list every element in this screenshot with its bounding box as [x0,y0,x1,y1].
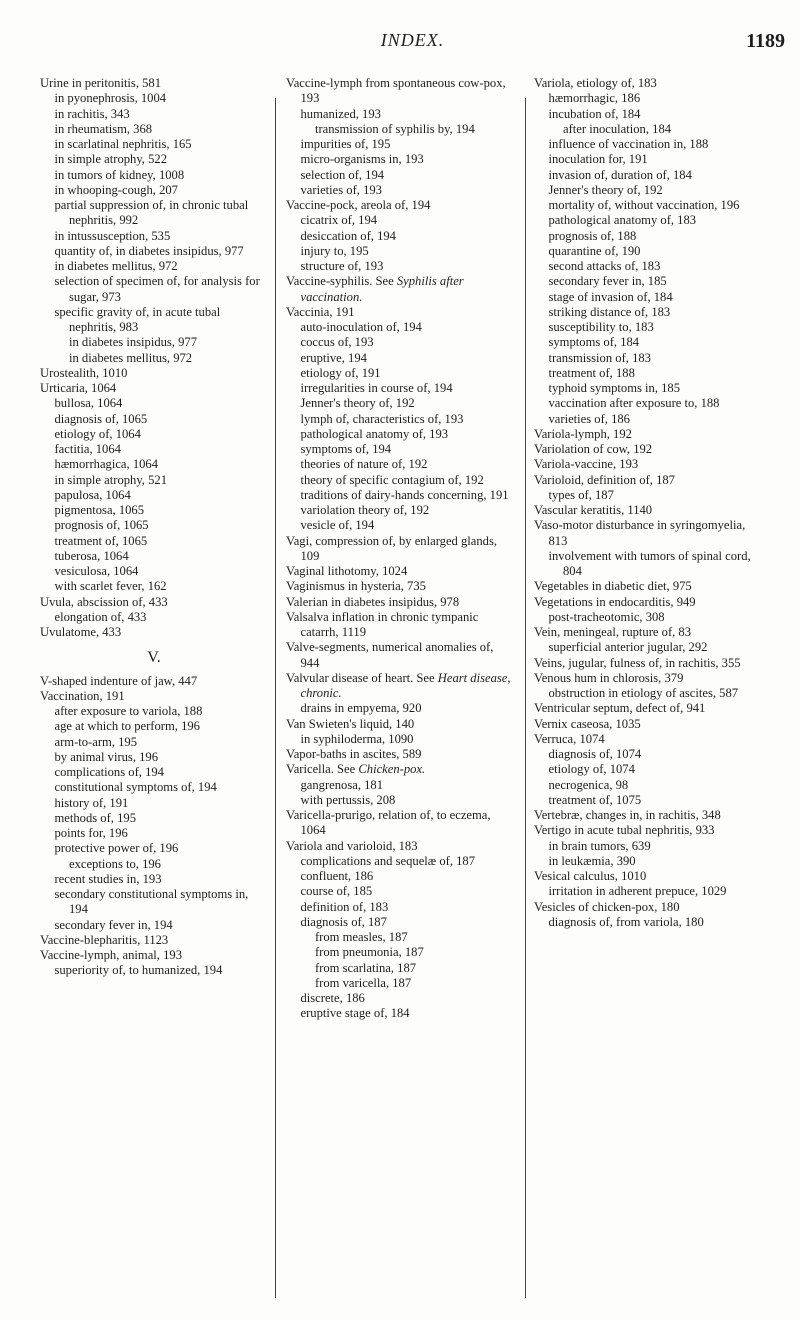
index-entry: Venous hum in chlorosis, 379 [534,670,684,685]
index-subentry: complications and sequelæ of, 187 [300,853,476,868]
index-subentry: gangrenosa, 181 [300,777,384,792]
index-subentry: specific gravity of, in acute tubal nephritis, 983 [54,304,221,334]
index-subentry: treatment of, 1075 [548,792,642,807]
index-subentry: inoculation for, 191 [548,152,648,167]
index-entry: Vesical calculus, 1010 [534,869,647,883]
index-subentry: obstruction in etiology of ascites, 587 [548,686,739,700]
index-entry: Variola-lymph, 192 [534,426,632,441]
index-subentry: in diabetes insipidus, 977 [68,335,198,350]
index-subentry: eruptive stage of, 184 [300,1006,410,1021]
index-subentry: after inoculation, 184 [562,121,672,136]
index-subentry: treatment of, 1065 [54,533,148,548]
index-subentry: selection of specimen of, for analysis for sugar, 973 [54,274,260,304]
index-subentry: with scarlet fever, 162 [54,579,167,594]
index-subentry: micro-organisms in, 193 [300,152,424,167]
index-entry: Vegetations in endocarditis, 949 [534,594,696,609]
index-subentry: etiology of, 1074 [548,762,635,777]
index-entry: Varicella. See Chicken-pox. [286,762,426,777]
index-subentry: in brain tumors, 639 [548,838,651,853]
index-entry: Vaccine-pock, areola of, 194 [286,198,431,212]
index-subentry: in intussusception, 535 [54,228,171,243]
index-subentry: typhoid symptoms in, 185 [548,381,681,395]
index-entry: Vertebræ, changes in, in rachitis, 348 [534,808,721,822]
index-subentry: vaccination after exposure to, 188 [548,396,720,411]
index-subentry: arm-to-arm, 195 [54,734,138,749]
index-subentry: in scarlatinal nephritis, 165 [54,137,192,151]
index-subentry: post-tracheotomic, 308 [548,609,665,624]
index-subentry: age at which to perform, 196 [54,719,200,734]
index-subentry: discrete, 186 [300,991,365,1005]
index-subentry: influence of vaccination in, 188 [548,137,709,151]
index-subentry: secondary constitutional symptoms in, 194 [54,887,249,917]
page-number: 1189 [746,30,785,52]
index-entry: Vegetables in diabetic diet, 975 [534,579,692,594]
index-subentry: theories of nature of, 192 [300,457,428,472]
index-subentry: pathological anatomy of, 193 [300,426,449,441]
index-subentry: drains in empyema, 920 [300,701,422,716]
index-subentry: quantity of, in diabetes insipidus, 977 [54,243,244,258]
index-entry: Verruca, 1074 [534,731,605,746]
index-subentry: hæmorrhagica, 1064 [54,457,159,472]
index-subentry: elongation of, 433 [54,609,147,624]
index-subentry: stage of invasion of, 184 [548,289,673,304]
index-subentry: varieties of, 193 [300,182,382,197]
index-subentry: diagnosis of, 1074 [548,747,642,761]
index-subentry: traditions of dairy-hands concerning, 191 [300,487,509,502]
index-subentry: theory of specific contagium of, 192 [300,472,484,487]
index-subentry: quarantine of, 190 [548,243,641,258]
index-subentry: in diabetes mellitus, 972 [54,259,178,273]
index-entry: Valvular disease of heart. See Heart disease, chronic. [286,670,511,700]
index-column-3 [534,76,762,930]
index-subentry: susceptibility to, 183 [548,320,654,334]
index-entry: Urine in peritonitis, 581 [40,76,162,90]
index-subentry: recent studies in, 193 [54,871,162,886]
index-entry: Variola and varioloid, 183 [286,838,418,853]
index-subentry: structure of, 193 [300,259,384,273]
index-entry: Varicella-prurigo, relation of, to eczema, 1064 [286,808,491,838]
index-subentry: varieties of, 186 [548,411,630,426]
index-entry: Vaso-motor disturbance in syringomyelia, 813 [534,518,746,548]
index-entry: Vaccine-syphilis. See Syphilis after vaccination. [286,274,464,304]
section-letter: V. [147,649,161,667]
index-subentry: in tumors of kidney, 1008 [54,167,185,182]
index-entry: Vascular keratitis, 1140 [534,503,653,517]
index-subentry: factitia, 1064 [54,442,121,456]
index-entry: Variolation of cow, 192 [534,442,653,456]
index-entry: Variola, etiology of, 183 [534,76,657,90]
index-subentry: types of, 187 [548,487,614,502]
index-entry: Vaccinia, 191 [286,304,355,319]
index-entry: Valve-segments, numerical anomalies of, 944 [286,640,494,670]
page-header [40,30,785,60]
index-subentry: diagnosis of, 187 [300,914,387,929]
index-subentry: pathological anatomy of, 183 [548,213,697,228]
index-subentry: in diabetes mellitus, 972 [68,350,193,365]
column-rule [275,98,276,1298]
index-entry: Valerian in diabetes insipidus, 978 [286,594,460,609]
index-subentry: cicatrix of, 194 [300,213,378,228]
index-entry: Vaccine-lymph from spontaneous cow-pox, 193 [286,76,506,106]
index-subentry: prognosis of, 1065 [54,518,149,533]
index-subentry: involvement with tumors of spinal cord, 804 [548,548,751,578]
index-subentry: constitutional symptoms of, 194 [54,780,217,795]
index-subentry: eruptive, 194 [300,350,367,365]
index-subentry: impurities of, 195 [300,137,391,151]
index-subentry: from pneumonia, 187 [314,945,424,960]
index-subentry: from scarlatina, 187 [314,960,417,975]
index-subentry: symptoms of, 184 [548,335,640,350]
index-subentry: second attacks of, 183 [548,259,661,273]
index-subentry: superficial anterior jugular, 292 [548,640,708,655]
index-entry: Vesicles of chicken-pox, 180 [534,899,680,914]
index-subentry: in simple atrophy, 521 [54,472,167,487]
index-column-1 [40,76,268,979]
index-subentry: in rachitis, 343 [54,106,130,121]
index-subentry: etiology of, 1064 [54,426,141,441]
index-entry: Uvulatome, 433 [40,625,122,639]
index-entry: Vaginal lithotomy, 1024 [286,564,408,578]
index-entry: Vaccine-blepharitis, 1123 [40,932,169,947]
index-subentry: pigmentosa, 1065 [54,503,145,517]
index-subentry: irregularities in course of, 194 [300,381,453,395]
index-subentry: in simple atrophy, 522 [54,152,167,167]
index-subentry: Jenner's theory of, 192 [548,182,663,197]
index-subentry: in leukæmia, 390 [548,853,636,868]
index-subentry: from measles, 187 [314,930,408,944]
index-subentry: methods of, 195 [54,810,136,825]
index-subentry: auto-inoculation of, 194 [300,320,422,334]
index-subentry: invasion of, duration of, 184 [548,167,692,182]
index-subentry: by animal virus, 196 [54,749,159,764]
index-subentry: necrogenica, 98 [548,777,629,792]
index-entry: Uvula, abscission of, 433 [40,594,168,609]
index-entry: Vernix caseosa, 1035 [534,716,641,731]
index-entry: Van Swieten's liquid, 140 [286,716,415,731]
index-entry: Vaccine-lymph, animal, 193 [40,948,182,962]
index-entry: V-shaped indenture of jaw, 447 [40,673,198,688]
column-rule [525,98,526,1298]
index-entry: Vapor-baths in ascites, 589 [286,747,422,761]
index-subentry: hæmorrhagic, 186 [548,91,641,106]
index-subentry: complications of, 194 [54,765,164,779]
index-subentry: confluent, 186 [300,869,374,883]
index-entry: Vertigo in acute tubal nephritis, 933 [534,823,715,838]
index-subentry: exceptions to, 196 [68,856,161,871]
index-entry: Variola-vaccine, 193 [534,457,639,472]
index-entry: Urticaria, 1064 [40,381,117,395]
index-entry: Vein, meningeal, rupture of, 83 [534,625,692,639]
index-entry: Vaginismus in hysteria, 735 [286,579,426,594]
index-subentry: incubation of, 184 [548,106,641,121]
index-subentry: vesiculosa, 1064 [54,564,139,578]
index-subentry: striking distance of, 183 [548,304,671,319]
index-subentry: partial suppression of, in chronic tubal nephritis, 992 [54,198,249,228]
index-subentry: coccus of, 193 [300,335,374,350]
index-subentry: in rheumatism, 368 [54,121,153,136]
index-entry: Vagi, compression of, by enlarged glands, 109 [286,533,498,563]
index-subentry: superiority of, to humanized, 194 [54,963,223,978]
index-subentry: diagnosis of, 1065 [54,411,148,426]
index-subentry: symptoms of, 194 [300,442,392,456]
index-subentry: definition of, 183 [300,899,389,914]
index-entry: Varioloid, definition of, 187 [534,472,675,487]
index-subentry: with pertussis, 208 [300,792,396,807]
index-subentry: Jenner's theory of, 192 [300,396,415,411]
index-subentry: humanized, 193 [300,106,381,121]
index-subentry: prognosis of, 188 [548,228,637,243]
index-subentry: mortality of, without vaccination, 196 [548,198,740,212]
index-subentry: desiccation of, 194 [300,228,396,243]
index-subentry: tuberosa, 1064 [54,548,129,563]
running-title: INDEX. [380,30,445,50]
index-entry: Veins, jugular, fulness of, in rachitis, 355 [534,655,741,670]
index-subentry: bullosa, 1064 [54,396,123,411]
index-column-2 [286,76,514,1022]
index-subentry: in whooping-cough, 207 [54,182,178,197]
index-subentry: in syphiloderma, 1090 [300,731,414,746]
index-entry: Vaccination, 191 [40,688,125,703]
index-subentry: lymph of, characteristics of, 193 [300,411,464,426]
index-subentry: selection of, 194 [300,167,385,182]
index-subentry: transmission of syphilis by, 194 [314,121,475,136]
index-subentry: injury to, 195 [300,243,369,258]
index-entry: Urostealith, 1010 [40,365,128,380]
index-subentry: transmission of, 183 [548,350,651,365]
index-subentry: papulosa, 1064 [54,487,131,502]
index-subentry: after exposure to variola, 188 [54,704,203,718]
index-subentry: variolation theory of, 192 [300,503,430,517]
index-subentry: treatment of, 188 [548,365,635,380]
index-subentry: in pyonephrosis, 1004 [54,91,167,106]
index-entry: Valsalva inflation in chronic tympanic catarrh, 1119 [286,609,479,639]
index-entry: Ventricular septum, defect of, 941 [534,701,706,716]
index-subentry: from varicella, 187 [314,975,412,990]
index-subentry: course of, 185 [300,884,373,899]
index-subentry: vesicle of, 194 [300,518,375,533]
index-subentry: irritation in adherent prepuce, 1029 [548,884,727,899]
index-subentry: diagnosis of, from variola, 180 [548,914,704,929]
index-subentry: protective power of, 196 [54,841,179,856]
index-subentry: points for, 196 [54,826,128,840]
index-subentry: etiology of, 191 [300,365,381,380]
index-subentry: history of, 191 [54,795,129,810]
index-subentry: secondary fever in, 185 [548,274,667,289]
index-subentry: secondary fever in, 194 [54,917,173,932]
